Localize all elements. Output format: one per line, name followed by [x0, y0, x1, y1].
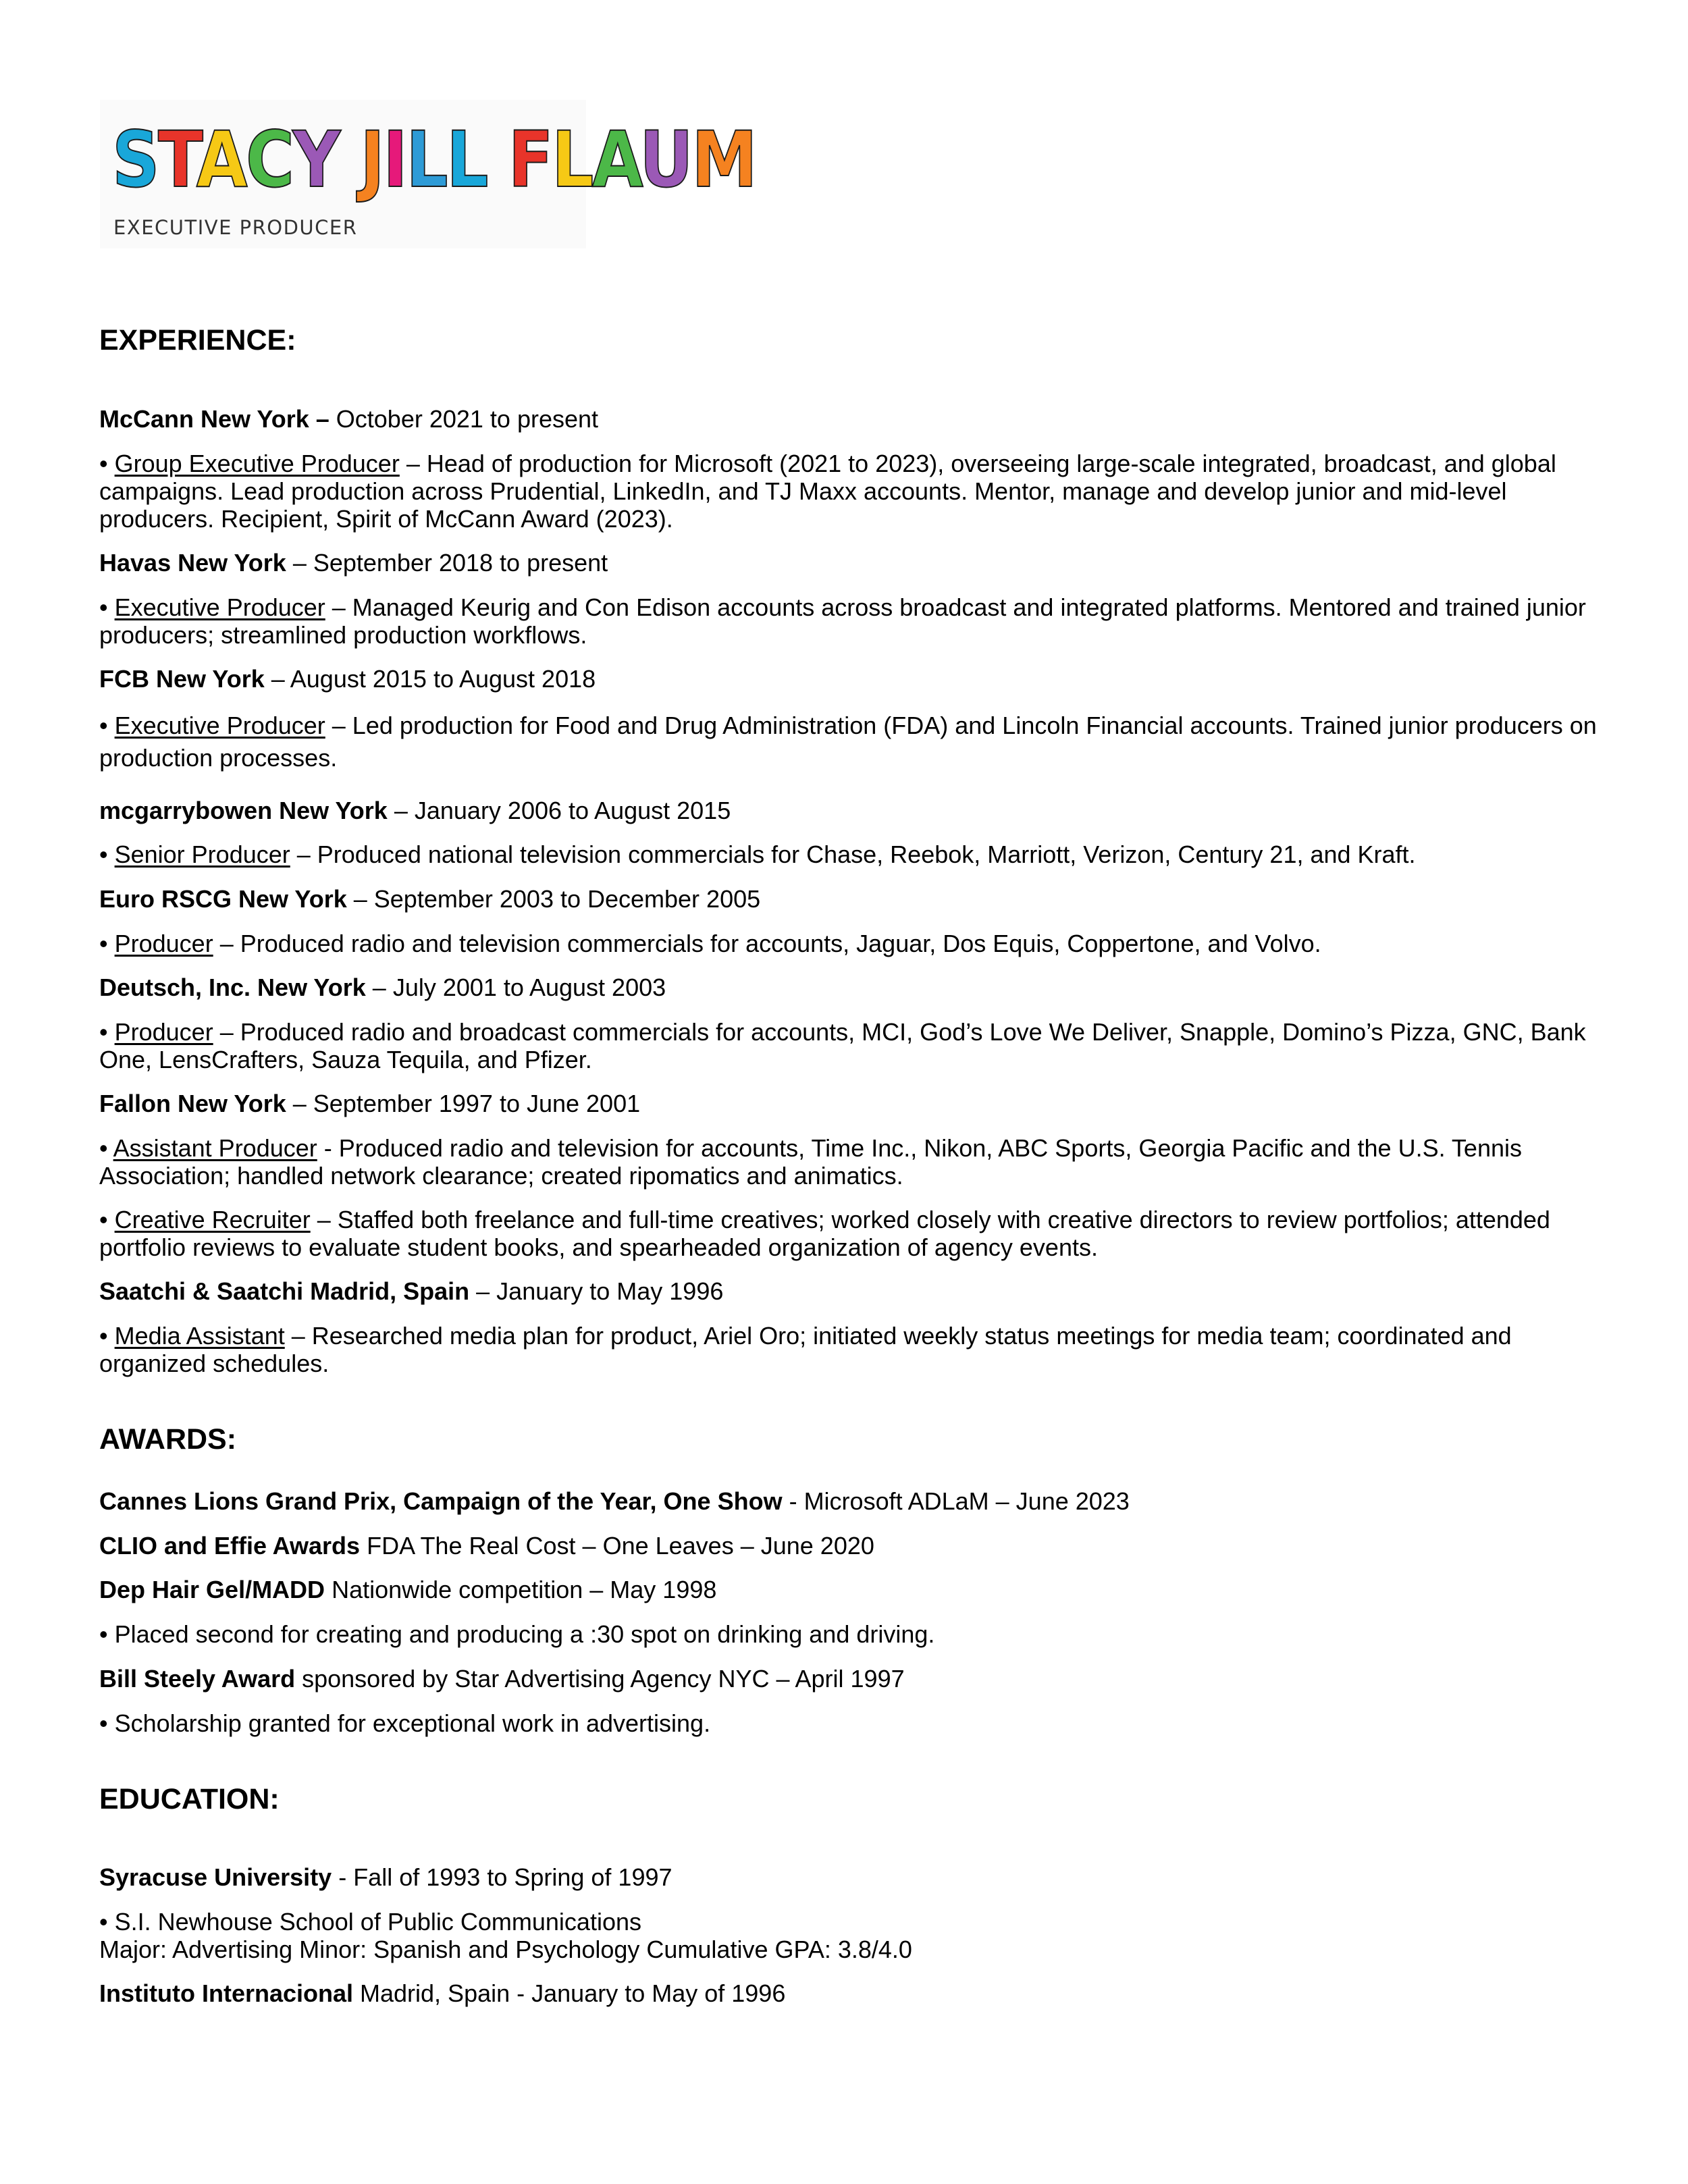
job-role: Executive Producer [114, 712, 325, 739]
job-dates: – September 1997 to June 2001 [286, 1090, 641, 1117]
job-dates: – August 2015 to August 2018 [264, 665, 596, 693]
job-bullet: • Creative Recruiter – Staffed both freelance and full-time creatives; worked closely with creative directors to review portfolios; attended portfolio reviews to evaluate student books, and spearheaded organization of agency events. [99, 1206, 1550, 1261]
education-detail: - Fall of 1993 to Spring of 1997 [332, 1863, 672, 1891]
awards-heading: AWARDS: [99, 1423, 237, 1456]
logo-subtitle: EXECUTIVE PRODUCER [113, 216, 358, 239]
job-dates: – January to May 1996 [469, 1277, 724, 1305]
employer: Fallon New York [99, 1090, 286, 1117]
logo-letter: M [691, 115, 756, 205]
award-bullet-text: Scholarship granted for exceptional work in advertising. [114, 1709, 711, 1737]
job-role: Group Executive Producer [114, 450, 400, 477]
education-bullet: • S.I. Newhouse School of Public Communications [99, 1908, 641, 1936]
job-role: Senior Producer [114, 841, 290, 868]
job-description: – Researched media plan for product, Ariel Oro; initiated weekly status meetings for media team; coordinated and organized schedules. [99, 1322, 1512, 1377]
education-detail: Madrid, Spain - January to May of 1996 [353, 1979, 786, 2007]
job-role: Assistant Producer [113, 1134, 317, 1162]
employer: Havas New York [99, 549, 286, 577]
employer: mcgarrybowen New York [99, 797, 388, 824]
job-bullet: • Executive Producer – Led production for Food and Drug Administration (FDA) and Lincoln Financial accounts. Trained junior producers on production processes. [99, 712, 1597, 772]
job-header [99, 974, 666, 1001]
employer: McCann New York – [99, 405, 329, 433]
job-header [99, 405, 598, 433]
job-bullet: • Executive Producer – Managed Keurig and Con Edison accounts across broadcast and integrated platforms. Mentored and trained junior producers; streamlined production workflows. [99, 593, 1586, 649]
job-description: – Staffed both freelance and full-time creatives; worked closely with creative directors to review portfolios; attended portfolio reviews to evaluate student books, and spearheaded organization of agency events. [99, 1206, 1550, 1261]
education-major: Major: Advertising Minor: Spanish and Psychology Cumulative GPA: 3.8/4.0 [99, 1936, 912, 1963]
award-bullet: • Placed second for creating and producing a :30 spot on drinking and driving. [99, 1620, 935, 1648]
award-name: CLIO and Effie Awards [99, 1532, 361, 1560]
job-role: Producer [114, 1018, 213, 1046]
logo-letter: L [406, 115, 447, 205]
employer: FCB New York [99, 665, 265, 693]
logo-letter: L [551, 115, 592, 205]
job-role: Executive Producer [114, 593, 325, 621]
job-dates: – September 2018 to present [286, 549, 608, 577]
job-description: – Produced radio and television commercials for accounts, Jaguar, Dos Equis, Coppertone, and Volvo. [213, 930, 1321, 957]
job-dates: – July 2001 to August 2003 [365, 974, 666, 1001]
job-header [99, 665, 596, 693]
logo-letter: A [196, 115, 246, 205]
job-bullet: • Senior Producer – Produced national television commercials for Chase, Reebok, Marriott, Verizon, Century 21, and Kraft. [99, 841, 1416, 868]
award-name: Bill Steely Award [99, 1665, 296, 1693]
job-bullet: • Media Assistant – Researched media plan for product, Ariel Oro; initiated weekly status meetings for media team; coordinated and organized schedules. [99, 1322, 1512, 1377]
award-item [99, 1665, 905, 1693]
logo-letter: A [591, 115, 640, 205]
job-role: Creative Recruiter [114, 1206, 311, 1233]
job-header [99, 1277, 723, 1305]
award-name: Dep Hair Gel/MADD [99, 1576, 325, 1603]
logo-name [112, 115, 756, 205]
logo-letter: I [383, 115, 406, 205]
logo-letter: J [360, 115, 384, 205]
job-dates: – January 2006 to August 2015 [387, 797, 731, 824]
job-header [99, 549, 608, 577]
job-dates: October 2021 to present [329, 405, 599, 433]
job-role: Media Assistant [114, 1322, 285, 1350]
award-detail: FDA The Real Cost – One Leaves – June 2020 [360, 1532, 874, 1560]
job-description: – Produced national television commercials for Chase, Reebok, Marriott, Verizon, Century 21, and Kraft. [290, 841, 1416, 868]
job-description: – Head of production for Microsoft (2021 to 2023), overseeing large-scale integrated, broadcast, and global campaigns. Lead production across Prudential, LinkedIn, and TJ Maxx accounts. Mentor, manage and develop junior and mid-level producers. Recipient, Spirit of McCann Award (2023). [99, 450, 1556, 533]
school-name: Syracuse University [99, 1863, 332, 1891]
award-name: Cannes Lions Grand Prix, Campaign of the Year, One Show [99, 1487, 783, 1515]
education-bullet-text: S.I. Newhouse School of Public Communications [114, 1908, 641, 1936]
job-bullet: • Assistant Producer - Produced radio and television for accounts, Time Inc., Nikon, ABC Sports, Georgia Pacific and the U.S. Tennis Association; handled network clearance; created ripomatics and animatics. [99, 1134, 1522, 1190]
education-heading: EDUCATION: [99, 1783, 280, 1815]
award-item [99, 1532, 874, 1560]
employer: Saatchi & Saatchi Madrid, Spain [99, 1277, 470, 1305]
award-item [99, 1576, 716, 1603]
employer: Deutsch, Inc. New York [99, 974, 366, 1001]
job-role: Producer [114, 930, 213, 957]
award-detail: Nationwide competition – May 1998 [325, 1576, 717, 1603]
logo-letter: U [639, 115, 692, 205]
logo-letter: C [246, 115, 293, 205]
logo-letter: T [158, 115, 196, 205]
job-bullet: • Producer – Produced radio and broadcast commercials for accounts, MCI, God’s Love We Deliver, Snapple, Domino’s Pizza, GNC, Bank One, LensCrafters, Sauza Tequila, and Pfizer. [99, 1018, 1586, 1073]
award-detail: - Microsoft ADLaM – June 2023 [782, 1487, 1130, 1515]
job-description: - Produced radio and television for accounts, Time Inc., Nikon, ABC Sports, Georgia Pacific and the U.S. Tennis Association; handled network clearance; created ripomatics and animatics. [99, 1134, 1522, 1190]
job-header [99, 797, 731, 824]
job-description: – Produced radio and broadcast commercials for accounts, MCI, God’s Love We Deliver, Snapple, Domino’s Pizza, GNC, Bank One, LensCrafters, Sauza Tequila, and Pfizer. [99, 1018, 1586, 1073]
job-bullet: • Group Executive Producer – Head of production for Microsoft (2021 to 2023), overseeing large-scale integrated, broadcast, and global campaigns. Lead production across Prudential, LinkedIn, and TJ Maxx accounts. Mentor, manage and develop junior and mid-level producers. Recipient, Spirit of McCann Award (2023). [99, 450, 1556, 533]
logo-word [112, 115, 360, 205]
logo-letter: S [112, 115, 159, 205]
logo-word [360, 115, 508, 205]
job-header [99, 1090, 640, 1117]
job-description: – Managed Keurig and Con Edison accounts across broadcast and integrated platforms. Mentored and trained junior producers; streamlined production workflows. [99, 593, 1586, 649]
school-name: Instituto Internacional [99, 1979, 354, 2007]
job-bullet: • Producer – Produced radio and television commercials for accounts, Jaguar, Dos Equis, Coppertone, and Volvo. [99, 930, 1321, 957]
logo-word [508, 115, 756, 205]
education-item [99, 1863, 672, 1891]
job-description: – Led production for Food and Drug Administration (FDA) and Lincoln Financial accounts. Trained junior producers on production processes. [99, 712, 1597, 772]
logo-letter: Y [292, 115, 339, 205]
award-bullet: • Scholarship granted for exceptional work in advertising. [99, 1709, 711, 1737]
job-header [99, 885, 760, 913]
award-item [99, 1487, 1130, 1515]
logo-letter: L [446, 115, 487, 205]
employer: Euro RSCG New York [99, 885, 347, 913]
award-detail: sponsored by Star Advertising Agency NYC – April 1997 [295, 1665, 905, 1693]
logo [100, 100, 756, 248]
education-item [99, 1979, 785, 2007]
logo-letter: F [508, 115, 552, 205]
experience-heading: EXPERIENCE: [99, 324, 296, 356]
job-dates: – September 2003 to December 2005 [346, 885, 761, 913]
award-bullet-text: Placed second for creating and producing a :30 spot on drinking and driving. [114, 1620, 935, 1648]
